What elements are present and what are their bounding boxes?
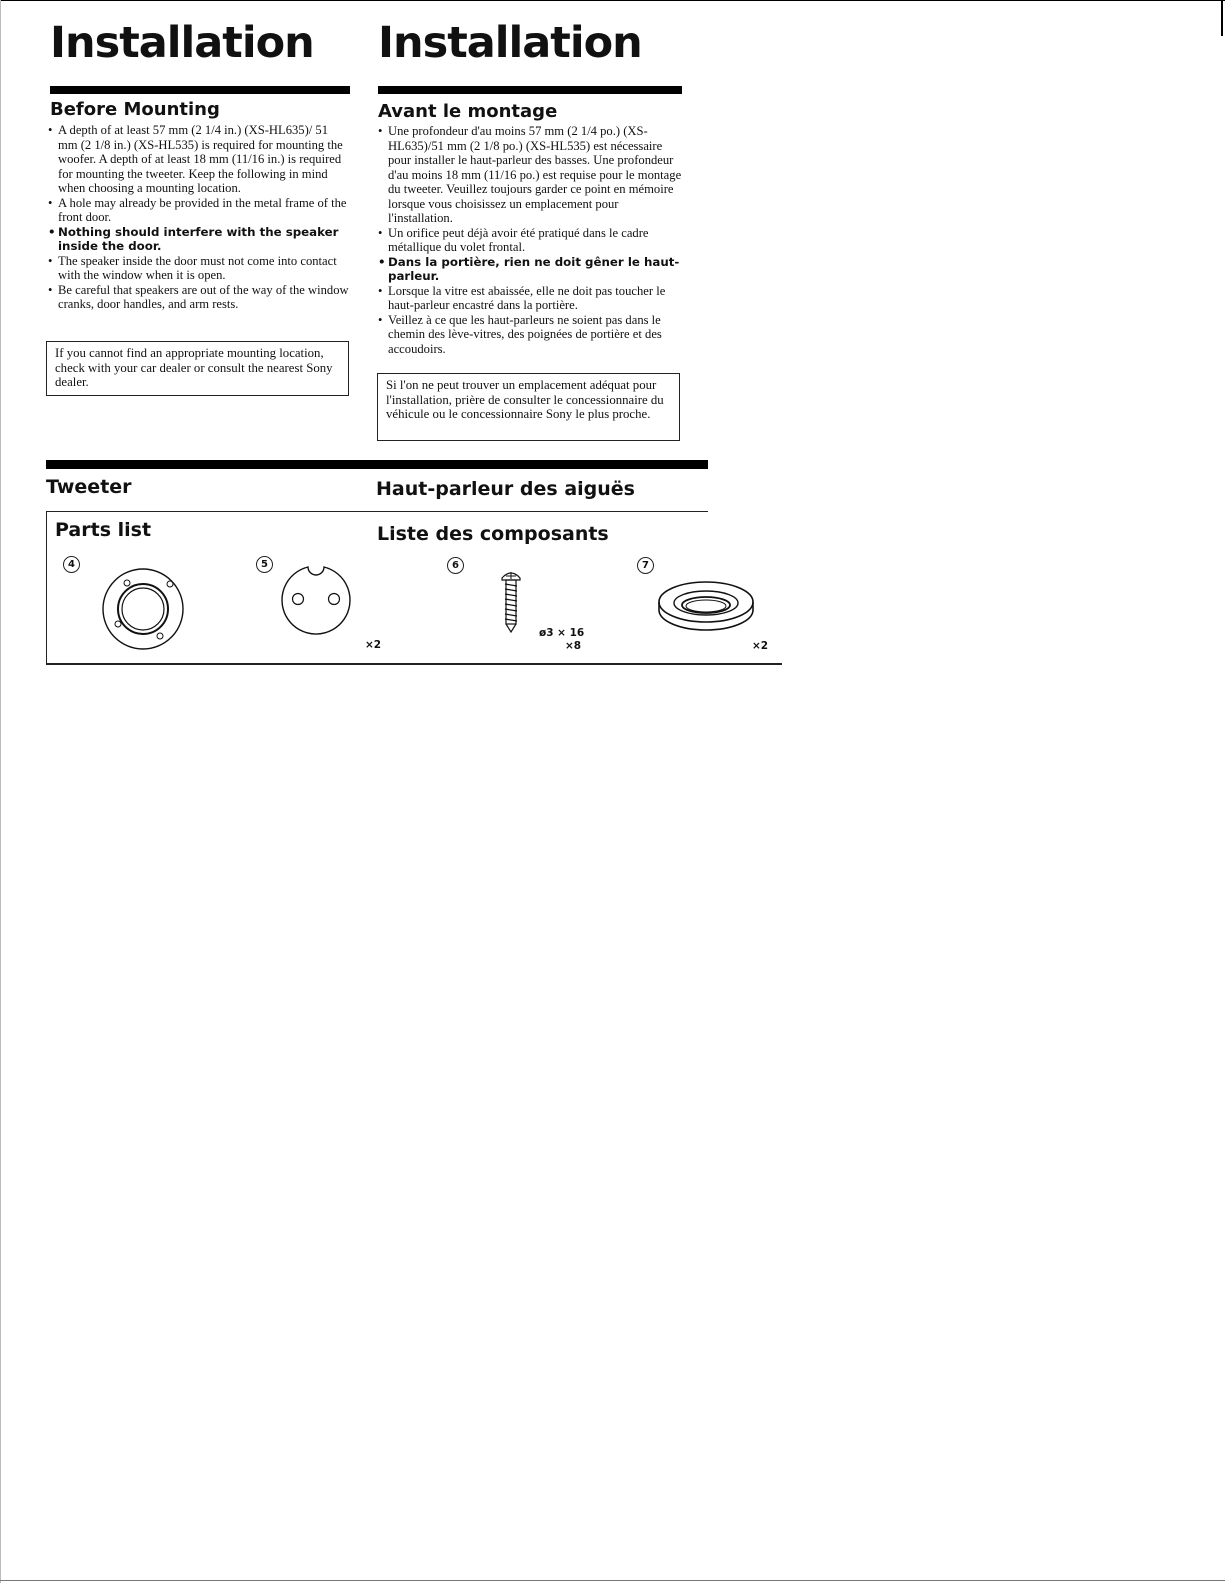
section-rule-en [50,86,350,94]
page-title-fr: Installation [378,18,642,68]
before-mounting-heading: Before Mounting [50,99,220,120]
list-item: • A hole may already be provided in the metal frame of the front door. [48,196,350,225]
screw-size: ø3 × 16 [539,627,585,639]
part-7-qty: ×2 [752,640,769,652]
avant-montage-list [378,124,684,356]
page-border-right [1221,0,1223,36]
mounting-note-box: If you cannot find an appropriate mounting location, check with your car dealer or consult the nearest Sony dealer. [46,341,349,396]
page-border-bottom [0,1580,1225,1581]
tweeter-ring-icon [100,566,186,652]
list-item: • Veillez à ce que les haut-parleurs ne soient pas dans le chemin des lève-vitres, des poignées de portière et des accoudoirs. [378,313,684,357]
tweeter-section-rule [46,460,708,469]
list-item: • Be careful that speakers are out of the way of the window cranks, door handles, and arm rests. [48,283,350,312]
screw-icon [500,570,522,634]
list-item: • Un orifice peut déjà avoir été pratiqué dans le cadre métallique du volet frontal. [378,226,684,255]
list-item: • Une profondeur d'au moins 57 mm (2 1/4 po.) (XS-HL635)/51 mm (2 1/8 po.) (XS-HL535) est nécessaire pour installer le haut-parleur des basses. Une profondeur d'au moins 18 mm (11/16 po.) est requise pour le montage du tweeter. Veuillez toujours garder ce point en mémoire lorsque vous choisissez un emplacement pour l'installation. [378,124,684,226]
part-number-6: 6 [447,557,464,574]
page-title-en: Installation [50,18,314,68]
before-mounting-list [48,123,350,312]
part-number-4: 4 [63,556,80,573]
liste-composants-heading: Liste des composants [377,523,609,545]
list-item: • Lorsque la vitre est abaissée, elle ne doit pas toucher le haut-parleur encastré dans la portière. [378,284,684,313]
parts-frame-top [46,511,708,512]
parts-frame-bottom [46,663,782,665]
page-border-left [0,0,1,1583]
mount-ring-icon [656,578,756,632]
section-rule-fr [378,86,682,94]
list-item: • Nothing should interfere with the speaker inside the door. [48,225,350,254]
gasket-icon [278,563,354,635]
tweeter-heading: Tweeter [46,476,132,498]
list-item: • Dans la portière, rien ne doit gêner le haut-parleur. [378,255,684,284]
part-6-qty: ×8 [565,640,582,652]
parts-list-heading: Parts list [55,519,152,541]
parts-frame-left [46,511,47,663]
part-number-5: 5 [256,556,273,573]
list-item: • The speaker inside the door must not come into contact with the window when it is open. [48,254,350,283]
page-border-top [0,0,1225,1]
list-item: • A depth of at least 57 mm (2 1/4 in.) (XS-HL635)/ 51 mm (2 1/8 in.) (XS-HL535) is required for mounting the woofer. A depth of at least 18 mm (11/16 in.) is required for mounting the tweeter. Keep the following in mind when choosing a mounting location. [48,123,350,196]
part-number-7: 7 [637,557,654,574]
haut-parleur-heading: Haut-parleur des aiguës [376,478,635,500]
installation-note-box: Si l'on ne peut trouver un emplacement adéquat pour l'installation, prière de consulter le concessionnaire du véhicule ou le concessionnaire Sony le plus proche. [377,373,680,441]
avant-montage-heading: Avant le montage [378,101,558,122]
part-5-qty: ×2 [365,639,382,651]
